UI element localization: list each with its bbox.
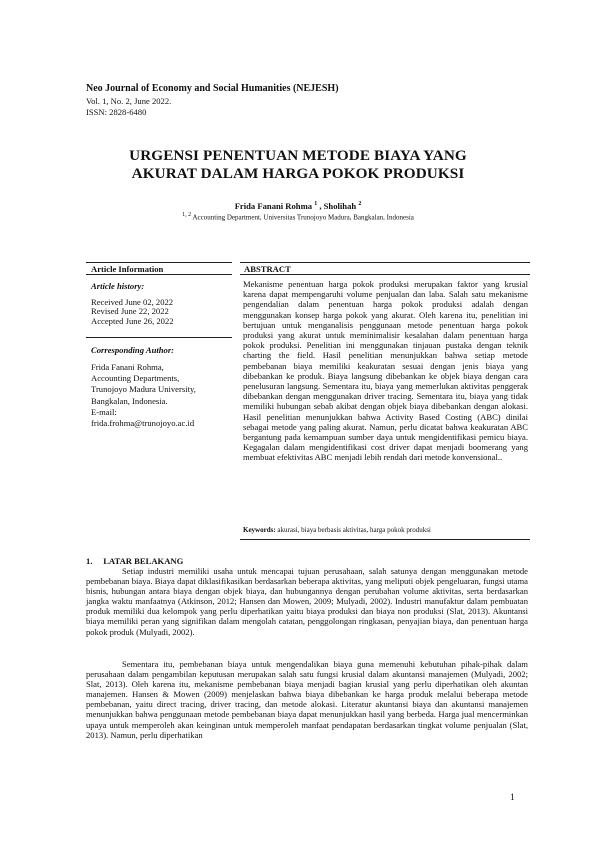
paper-title — [60, 147, 536, 183]
info-heading-rule — [86, 274, 232, 275]
author-1: Frida Fanani Rohma — [234, 201, 313, 211]
history-list — [91, 298, 174, 326]
paragraph-2-text: Sementara itu, pembebanan biaya untuk mengendalikan biaya guna memenuhi kebutuhan pihak-pihak dalam perusahaan dalam pengambilan keputusan merupakan salah satu fungsi krusial dalam akuntansi manajemen (Mulyadi, 2002; Slat, 2013). Oleh karena itu, mekanisme pembebanan biaya menjadi bagian krusial yang perlu diperhatikan oleh akuntan manajemen. Hansen & Mowen (2009) menjelaskan bahwa biaya dibebankan ke harga produk melalui beberapa metode pembebanan, yaitu direct tracing, driver tracing, dan metode alokasi. Literatur akuntansi biaya dan akuntansi manajemen menunjukkan bahwa penggunaan metode pembebanan biaya dapat menunjukkan hasil yang berbeda. Harga jual mencerminkan upaya untuk memperoleh akan keinginan untuk memperoleh manfaat pendapatan berdasarkan tingkat volume penjualan (Slat, 2013). Namun, perlu diperhatikan — [86, 659, 528, 740]
keywords-list: akurasi, biaya berbasis aktivitas, harga pokok produksi — [277, 526, 431, 534]
revised-date: Revised June 22, 2022 — [91, 306, 169, 317]
author-2-sup: 2 — [358, 201, 362, 208]
corr-name: Frida Fanani Rohma, — [91, 362, 164, 372]
keywords-label: Keywords: — [243, 526, 276, 534]
corr-email: frida.frohma@trunojoyo.ac.id — [91, 418, 195, 429]
abstract-bottom-rule — [240, 539, 530, 540]
corresponding-author-details — [91, 362, 196, 429]
corr-location: Bangkalan, Indonesia. — [91, 395, 168, 406]
keywords — [243, 526, 431, 534]
author-list — [60, 201, 536, 211]
corresponding-heading: Corresponding Author: — [91, 345, 175, 355]
journal-issn: ISSN: 2828-6480 — [86, 107, 147, 117]
info-top-rule — [86, 262, 232, 263]
corr-email-label: E-mail: — [91, 406, 117, 417]
page-number: 1 — [510, 792, 515, 803]
affiliation-text: Accounting Department, Universitas Trunojoyo Madura, Bangkalan, Indonesia — [192, 213, 414, 222]
title-line-2: AKURAT DALAM HARGA POKOK PRODUKSI — [131, 165, 465, 182]
affiliation — [60, 212, 536, 221]
corr-dept: Accounting Departments, — [91, 373, 180, 384]
journal-volume: Vol. 1, No. 2, June 2022. — [86, 96, 172, 106]
accepted-date: Accepted June 26, 2022 — [91, 315, 174, 326]
received-date: Received June 02, 2022 — [91, 297, 174, 307]
section-heading-1: 1. LATAR BELAKANG — [86, 556, 184, 566]
abstract-text: Mekanisme penentuan harga pokok produksi merupakan faktor yang krusial karena dapat mempengaruhi volume penjualan dan laba. Salah satu mekanisme pengendalian dalam penentuan harga pokok produksi adalah dengan menggunakan konsep harga pokok yang akurat. Oleh karena itu, penelitian ini bertujuan untuk menganalisis penggunaan metode penentuan harga pokok produksi yang akurat untuk meminimalisir kesalahan dalam penentuan harga pokok produksi. Penelitian ini menggunakan tinjauan pustaka dengan teknik charting the field. Hasil penelitian menunjukkan bahwa setiap metode pembebanan biaya memiliki keakuratan sesuai dengan jenis biaya yang dibebankan ke produk. Biaya langsung dibebankan ke objek biaya dengan cara penelusuran langsung. Sementara itu, biaya yang memerlukan aktivitas penggerak dibebankan dengan menggunakan driver tracing. Sementara itu, biaya yang tidak memiliki hubungan sebab akibat dengan objek biaya dibebankan dengan alokasi. Hasil penelitian menunjukkan bahwa Activity Based Costing (ABC) dinilai sebagai metode yang paling akurat. Namun, perlu dicatat bahwa keakuratan ABC bergantung pada kemampuan sumber daya untuk mengidentifikasi pemicu biaya. Kegagalan dalam mengidentifikasi cost driver dapat menjadi boomerang yang membuat efektivitas ABC menjadi lebih rendah dari metode konvensional.. — [243, 279, 528, 463]
journal-name: Neo Journal of Economy and Social Humanities (NEJESH) — [86, 83, 339, 94]
abstract-heading: ABSTRACT — [244, 264, 291, 274]
title-line-1: URGENSI PENENTUAN METODE BIAYA YANG — [129, 147, 467, 164]
author-separator: , Sholihah — [319, 201, 357, 211]
article-info-heading: Article Information — [91, 264, 164, 274]
affiliation-sup: 1, 2 — [182, 212, 192, 218]
abstract-heading-rule — [240, 274, 530, 275]
abstract-top-rule — [240, 262, 530, 263]
body-paragraph-2 — [86, 659, 528, 740]
paragraph-1-text: Setiap industri memiliki usaha untuk mencapai tujuan perusahaan, salah satunya dengan menggunakan metode pembebanan biaya. Biaya dapat diklasifikasikan berdasarkan beberapa aktivitas, yang meliputi objek pengeluaran, fungsi utama bisnis, hubungan antara biaya dengan objek biaya, dan hubungannya dengan perubahan volume aktivitas, serta berdasarkan jangka waktu manfaatnya (Atkinson, 2012; Hansen dan Mowen, 2009; Mulyadi, 2002). Industri manufaktur dalam pembuatan produk memiliki dua kelompok yang perlu diperhatikan yaitu biaya produksi dan biaya non produksi (Slat, 2013). Akuntansi biaya memiliki peran yang signifikan dalam mengolah catatan, penggolongan ringkasan, penyajian biaya, dan penentuan harga pokok produk (Mulyadi, 2002). — [86, 566, 528, 637]
info-divider — [86, 337, 232, 338]
corr-univ: Trunojoyo Madura University, — [91, 384, 196, 395]
body-paragraph-1 — [86, 566, 528, 637]
author-1-sup: 1 — [314, 201, 318, 208]
history-heading: Article history: — [91, 281, 145, 291]
